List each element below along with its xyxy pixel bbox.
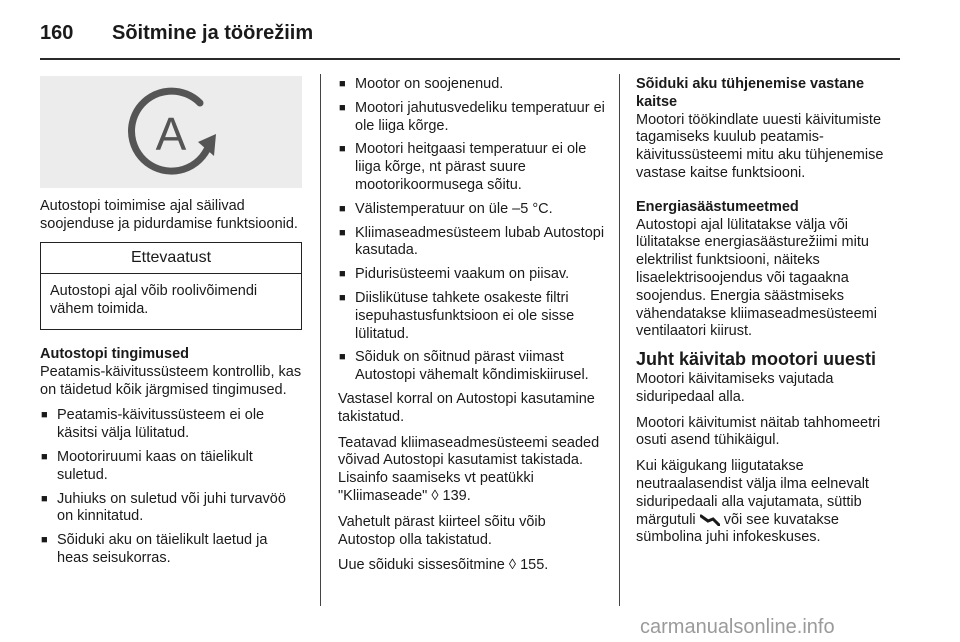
list-item: ■ Sõiduk on sõitnud pärast viimast Autostopi vähemalt kõndimiskiirusel. — [338, 349, 606, 385]
autostop-icon-letter: A — [155, 108, 187, 160]
column-3 — [636, 76, 904, 555]
intro-paragraph: Autostopi toimimise ajal säilivad soojenduse ja pidurdamise funktsioonid. — [40, 198, 298, 232]
column-divider-2 — [619, 74, 620, 606]
page-ref-icon: ◊ — [508, 557, 521, 574]
page-number: 160 — [40, 22, 74, 44]
warning-box — [40, 242, 302, 330]
prevented-paragraph: Vastasel korral on Autostopi kasutamine takistatud. — [338, 390, 595, 425]
page-title: Sõitmine ja töörežiim — [112, 22, 314, 44]
warning-body: Autostopi ajal võib roolivõimendi vähem toimida. — [50, 283, 258, 318]
energy-paragraph: Autostopi ajal lülitatakse välja või lülitatakse energiasäästurežiimi mitu elektrilist funktsiooni, näiteks lisaelektrisoojendus või tagaakna soojendus. Energia säästmiseks vähendatakse kliimaseadmesüsteemi ventilaatori kiirust. — [636, 216, 877, 340]
autostop-indicator-icon — [700, 514, 720, 526]
highway-paragraph: Vahetult pärast kiirteel sõitu võib Autostop olla takistatud. — [338, 513, 546, 548]
list-item: ■ Kliimaseadmesüsteem lubab Autostopi kasutada. — [338, 225, 606, 261]
page-ref-link[interactable]: 139. — [442, 487, 471, 504]
restart-paragraph-3: Kui käigukang liigutatakse neutraalasendist välja ilma eelnevalt siduripedaali alla vajutamata, süttib märgutuli või see kuvatakse sümbolina juhi infokeskuses. — [636, 458, 869, 546]
header-rule — [40, 58, 900, 60]
watermark: carmanualsonline.info — [640, 616, 835, 638]
battery-paragraph: Mootori töökindlate uuesti käivitumiste tagamiseks kuulub peatamis-käivitussüsteemi mitu aku tühjenemise vastase kaitse funktsiooni. — [636, 111, 884, 181]
breakin-paragraph: Uue sõiduki sissesõitmine ◊ 155. — [338, 557, 549, 574]
page-ref-link[interactable]: 155. — [520, 557, 549, 574]
list-item: ■ Pidurisüsteemi vaakum on piisav. — [338, 266, 606, 284]
column-1 — [40, 76, 302, 574]
conditions-list-1 — [40, 407, 302, 567]
page-ref-icon: ◊ — [431, 487, 443, 504]
list-item: ■ Mootor on soojenenud. — [338, 76, 606, 94]
column-2 — [338, 76, 606, 583]
conditions-intro: Peatamis-käivitussüsteem kontrollib, kas on täidetud kõik järgmised tingimused. — [40, 363, 302, 398]
restart-paragraph-1: Mootori käivitamiseks vajutada siduripedaal alla. — [636, 370, 834, 405]
restart-paragraph-2: Mootori käivitumist näitab tahhomeetri osuti asend tühikäigul. — [636, 414, 881, 449]
list-item: ■ Mootoriruumi kaas on täielikult suletud. — [40, 449, 302, 485]
warning-title: Ettevaatust — [41, 243, 301, 275]
autostop-icon-panel — [40, 76, 302, 188]
climate-paragraph: Teatavad kliimaseadmesüsteemi seaded võivad Autostopi kasutamist takistada. Lisainfo saamiseks vt peatükki "Kliimaseade" ◊ 139. — [338, 434, 600, 504]
conditions-list-2 — [338, 76, 606, 385]
autostop-icon — [116, 84, 226, 180]
list-item: ■ Diislikütuse tahkete osakeste filtri isepuhastusfunktsioon ei ole sisse lülitatud. — [338, 290, 606, 343]
list-item: ■ Mootori jahutusvedeliku temperatuur ei ole liiga kõrge. — [338, 100, 606, 136]
page-header — [40, 22, 313, 45]
list-item: ■ Juhiuks on suletud või juhi turvavöö on kinnitatud. — [40, 491, 302, 527]
list-item: ■ Peatamis-käivitussüsteem ei ole käsitsi välja lülitatud. — [40, 407, 302, 443]
restart-heading: Juht käivitab mootori uuesti — [636, 349, 877, 370]
list-item: ■ Välistemperatuur on üle –5 °C. — [338, 201, 606, 219]
energy-heading: Energiasäästumeetmed — [636, 198, 799, 215]
column-divider-1 — [320, 74, 321, 606]
list-item: ■ Mootori heitgaasi temperatuur ei ole liiga kõrge, nt pärast suure mootorikoormusega sõitu. — [338, 141, 606, 194]
battery-heading: Sõiduki aku tühjenemise vastane kaitse — [636, 76, 865, 110]
list-item: ■ Sõiduki aku on täielikult laetud ja heas seisukorras. — [40, 532, 302, 568]
conditions-heading: Autostopi tingimused — [40, 345, 190, 362]
